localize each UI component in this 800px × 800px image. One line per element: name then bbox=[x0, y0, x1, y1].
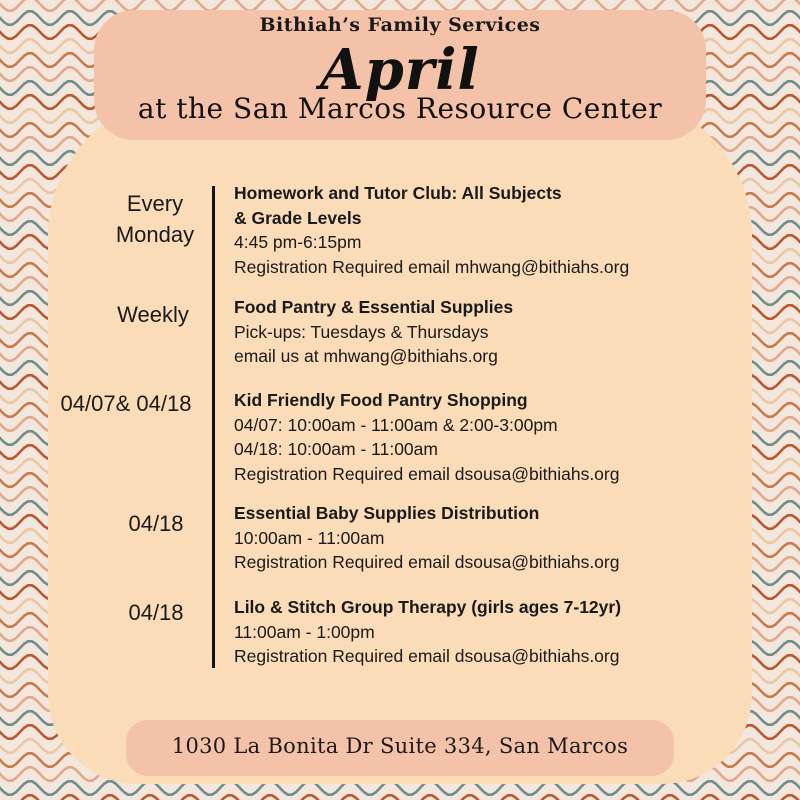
address-text: 1030 La Bonita Dr Suite 334, San Marcos bbox=[171, 734, 629, 758]
event-item bbox=[234, 295, 734, 369]
event-detail: Pick-ups: Tuesdays & Thursdays bbox=[234, 321, 489, 342]
event-date bbox=[110, 597, 202, 628]
event-detail: Registration Required email dsousa@bithiahs.org bbox=[234, 552, 620, 572]
event-detail: Registration Required email dsousa@bithiahs.org bbox=[234, 646, 620, 666]
event-title: Food Pantry & Essential Supplies bbox=[234, 297, 514, 317]
event-detail: 04/18: 10:00am - 11:00am bbox=[234, 439, 438, 459]
date-line: 04/18 bbox=[128, 600, 184, 625]
event-title: Lilo & Stitch Group Therapy (girls ages 7-12yr) bbox=[234, 597, 622, 617]
date-line: 04/07& 04/18 bbox=[60, 391, 192, 416]
event-detail: 11:00am - 1:00pm bbox=[234, 621, 375, 642]
month-title: April bbox=[320, 37, 480, 103]
event-detail: 4:45 pm-6:15pm bbox=[234, 232, 362, 252]
event-detail: Registration Required email dsousa@bithiahs.org bbox=[234, 463, 620, 484]
event-date bbox=[52, 388, 200, 419]
date-line: 04/18 bbox=[128, 511, 184, 536]
event-item bbox=[234, 501, 734, 575]
event-date bbox=[110, 508, 202, 539]
event-item bbox=[234, 388, 734, 486]
event-title: & Grade Levels bbox=[234, 207, 362, 228]
location-subtitle: at the San Marcos Resource Center bbox=[137, 92, 663, 125]
event-detail: 04/07: 10:00am - 11:00am & 2:00-3:00pm bbox=[234, 414, 558, 435]
wave-line bbox=[0, 795, 800, 800]
date-line: Weekly bbox=[117, 302, 189, 327]
event-title: Homework and Tutor Club: All Subjects bbox=[234, 183, 562, 203]
date-line: Monday bbox=[115, 222, 195, 247]
event-item bbox=[234, 181, 734, 279]
event-title: Kid Friendly Food Pantry Shopping bbox=[234, 390, 528, 410]
event-title: Essential Baby Supplies Distribution bbox=[234, 503, 540, 523]
timeline-divider bbox=[212, 186, 215, 668]
event-detail: Registration Required email mhwang@bithiahs.org bbox=[234, 256, 630, 277]
event-date bbox=[100, 299, 206, 330]
event-date bbox=[100, 188, 210, 250]
event-detail: 10:00am - 11:00am bbox=[234, 527, 385, 548]
event-detail: email us at mhwang@bithiahs.org bbox=[234, 346, 498, 366]
date-line: Every bbox=[126, 191, 184, 216]
event-item bbox=[234, 595, 734, 669]
org-name: Bithiah’s Family Services bbox=[259, 14, 541, 36]
